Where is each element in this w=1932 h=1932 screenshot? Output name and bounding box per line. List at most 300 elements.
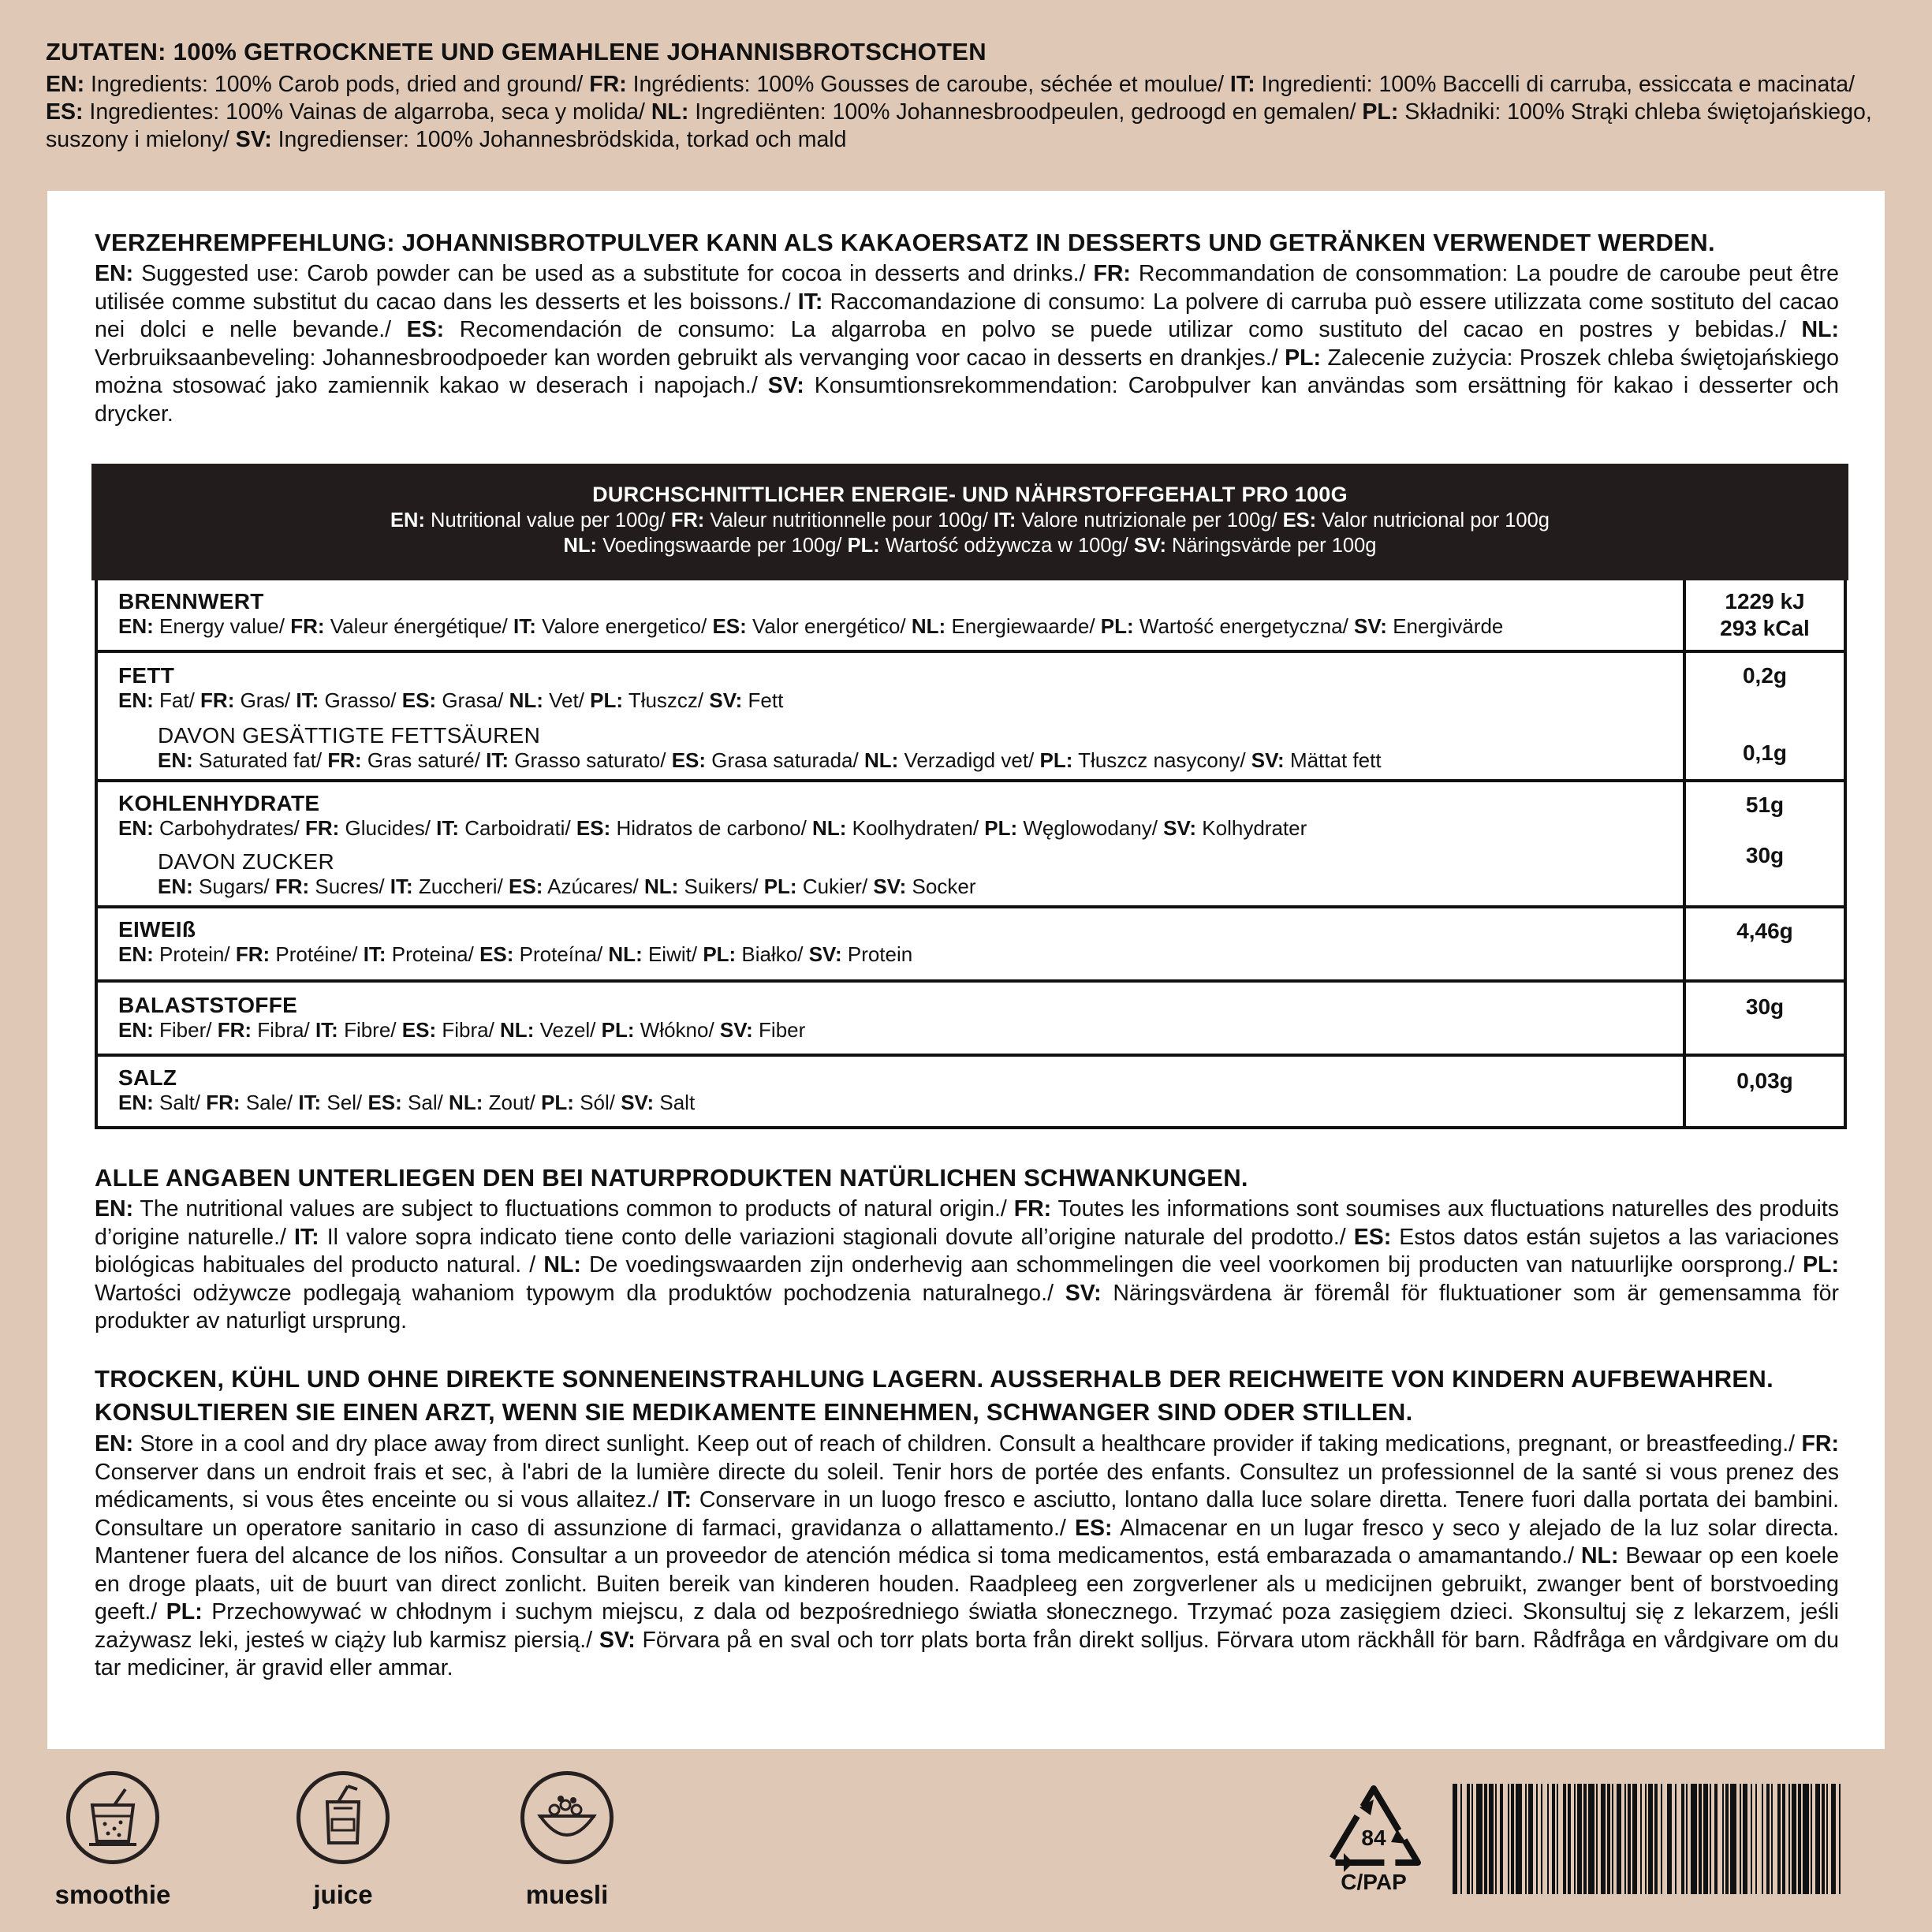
barcode-bar <box>1725 1784 1729 1894</box>
storage-translations <box>95 1430 1839 1683</box>
barcode-bar <box>1762 1784 1763 1894</box>
ingredients-heading: ZUTATEN: 100% GETROCKNETE UND GEMAHLENE JOHANNISBROTSCHOTEN <box>46 38 987 65</box>
translation-text: Przechowywać w chłodnym i suchym miejscu, z dala od bezpośredniego światła słonecznego. Trzymać poza zasięgiem dzieci. Skonsultuj się z lekarzem, jeśli zażywasz leki, jesteś w ciąży lub karmisz piersią./ <box>95 1599 1839 1653</box>
language-code: FR: <box>670 509 705 531</box>
barcode-bar <box>1516 1784 1522 1894</box>
barcode-bar <box>1826 1784 1828 1894</box>
language-code: SV: <box>235 127 272 152</box>
translation-text: Protein <box>841 942 913 966</box>
translation-text: Azúcares/ <box>543 875 644 898</box>
usage-icon-label: smoothie <box>54 1880 171 1909</box>
translation-text: Ingredienser: 100% Johannesbrödskida, torkad och mald <box>271 127 847 152</box>
barcode-bar <box>1839 1784 1841 1894</box>
barcode-bar <box>1675 1784 1677 1894</box>
barcode-bar <box>1628 1784 1631 1894</box>
language-code: PL: <box>1362 99 1399 125</box>
translation-text: Ingredientes: 100% Vainas de algarroba, seca y molida/ <box>83 99 651 125</box>
translation-text: Vet/ <box>543 688 591 712</box>
translation-text: Fibra/ <box>436 1018 501 1042</box>
language-code: PL: <box>1039 748 1073 772</box>
barcode-bar <box>1607 1784 1610 1894</box>
language-code: IT: <box>797 289 823 315</box>
translation-text: Toutes les informations sont soumises aux fluctuations naturelles des produits d’origine naturelle./ <box>95 1196 1839 1250</box>
translation-text: Węglowodany/ <box>1017 816 1164 840</box>
barcode-bar <box>1788 1784 1790 1894</box>
usage-heading: VERZEHREMPFEHLUNG: JOHANNISBROTPULVER KANN ALS KAKAOERSATZ IN DESSERTS UND GETRÄNKEN VERWENDET WERDEN. <box>95 229 1715 256</box>
language-code: IT: <box>296 688 319 712</box>
barcode-bar <box>1766 1784 1770 1894</box>
barcode-bar <box>1484 1784 1487 1894</box>
nutrient-value-cell <box>1683 908 1844 979</box>
barcode-bar <box>1751 1784 1752 1894</box>
language-code: FR: <box>589 72 627 97</box>
language-code: ES: <box>671 748 707 772</box>
barcode-bar <box>1811 1784 1812 1894</box>
language-code: SV: <box>1251 748 1285 772</box>
nutrient-translations <box>118 614 1503 639</box>
barcode-bar <box>1577 1784 1582 1894</box>
translation-text: Glucides/ <box>339 816 437 840</box>
translation-text: Verzadigd vet/ <box>898 748 1040 772</box>
barcode-bar <box>1703 1784 1708 1894</box>
translation-text: Sale/ <box>240 1091 299 1114</box>
translation-text: Gras saturé/ <box>361 748 487 772</box>
nutrient-value-kcal: 293 kCal <box>1720 616 1810 640</box>
barcode-bar <box>1714 1784 1718 1894</box>
translation-text: Nutritional value per 100g/ <box>424 509 671 531</box>
language-code: ES: <box>401 688 437 712</box>
translation-text: Składniki: 100% Strąki chleba świętojańskiego, suszony i mielony/ <box>46 99 1872 152</box>
usage-icon-muesli <box>500 1771 634 1910</box>
translation-text: Tłuszcz/ <box>623 688 710 712</box>
translation-text: Sal/ <box>401 1091 449 1114</box>
language-code: FR: <box>235 942 270 966</box>
barcode-bar <box>1552 1784 1555 1894</box>
language-code: PL: <box>541 1091 574 1114</box>
barcode-bar <box>1740 1784 1741 1894</box>
sub-nutrient-name: DAVON GESÄTTIGTE FETTSÄUREN <box>158 723 541 748</box>
language-code: FR: <box>1013 1196 1052 1221</box>
language-code: PL: <box>1100 614 1134 638</box>
nutrient-value-cell <box>1683 653 1844 779</box>
nutrient-value-cell <box>1683 580 1844 650</box>
nutrition-row-carbohydrates <box>95 782 1847 908</box>
info-card <box>47 191 1885 1749</box>
nutrient-value-kj: 1229 kJ <box>1725 589 1805 614</box>
barcode-bar <box>1574 1784 1576 1894</box>
nutrient-name: KOHLENHYDRATE <box>118 791 320 815</box>
nutrition-table-subtitle-2 <box>91 533 1848 558</box>
barcode-bar <box>1624 1784 1626 1894</box>
language-code: SV: <box>1133 535 1166 557</box>
language-code: ES: <box>509 875 543 898</box>
translation-text: Salt/ <box>153 1091 207 1114</box>
barcode-bar <box>1722 1784 1724 1894</box>
language-code: ES: <box>1075 1515 1113 1541</box>
barcode-bar <box>1541 1784 1542 1894</box>
language-code: PL: <box>703 942 737 966</box>
language-code: NL: <box>651 99 689 125</box>
barcode-bar <box>1798 1784 1801 1894</box>
nutrient-value: 0,2g <box>1742 663 1788 688</box>
language-code: NL: <box>1580 1543 1619 1568</box>
barcode-bar <box>1568 1784 1571 1894</box>
juice-icon <box>297 1771 390 1864</box>
barcode-bar <box>1476 1784 1483 1894</box>
usage-icon-label: muesli <box>525 1880 609 1909</box>
fluctuation-translations <box>95 1195 1839 1336</box>
ingredients-section <box>46 36 1891 154</box>
language-code: EN: <box>46 72 85 97</box>
nutrient-name: BRENNWERT <box>118 589 264 614</box>
language-code: EN: <box>158 875 193 898</box>
language-code: EN: <box>95 1431 134 1456</box>
language-code: NL: <box>449 1091 483 1114</box>
nutrient-translations <box>118 816 1307 841</box>
language-code: IT: <box>390 875 413 898</box>
language-code: SV: <box>709 688 743 712</box>
translation-text: Gras/ <box>234 688 297 712</box>
muesli-icon <box>520 1771 614 1864</box>
translation-text: Tłuszcz nasycony/ <box>1072 748 1251 772</box>
recycle-icon <box>1325 1784 1423 1894</box>
translation-text: Sucres/ <box>309 875 390 898</box>
barcode-bar <box>1528 1784 1533 1894</box>
language-code: NL: <box>911 614 946 638</box>
language-code: IT: <box>436 816 460 840</box>
language-code: FR: <box>1093 261 1131 286</box>
barcode-bar <box>1681 1784 1684 1894</box>
translation-text: Valor energético/ <box>746 614 912 638</box>
translation-text: Fibra/ <box>252 1018 315 1042</box>
language-code: SV: <box>808 942 842 966</box>
language-code: SV: <box>1354 614 1387 638</box>
nutrient-name: FETT <box>118 663 175 688</box>
translation-text: Wartości odżywcze podlegają wahaniom typowym dla produktów pochodzenia naturalnego./ <box>95 1280 1065 1306</box>
language-code: PL: <box>166 1599 203 1624</box>
language-code: PL: <box>1285 345 1321 371</box>
barcode-bar <box>1815 1784 1820 1894</box>
barcode-bar <box>1699 1784 1702 1894</box>
nutrient-translations <box>118 688 1382 713</box>
nutrition-table-header <box>91 464 1848 580</box>
language-code: ES: <box>401 1018 437 1042</box>
translation-text: Saturated fat/ <box>192 748 328 772</box>
language-code: FR: <box>206 1091 241 1114</box>
translation-text: Store in a cool and dry place away from direct sunlight. Keep out of reach of children. Consult a healthcare provider if taking medications, pregnant, or breastfeeding./ <box>133 1431 1802 1456</box>
barcode-bar <box>1822 1784 1825 1894</box>
language-code: PL: <box>1803 1252 1839 1277</box>
translation-text: Konsumtionsrekommendation: Carobpulver kan användas som ersättning för kakao i desserter och drycker. <box>95 373 1839 427</box>
barcode-bar <box>1640 1784 1642 1894</box>
barcode-bar <box>1782 1784 1785 1894</box>
translation-text: Bewaar op een koele en droge plaats, uit de buurt van direct zonlicht. Buiten bereik van kinderen houden. Raadpleeg een zorgverlener als u medicijnen gebruikt, zwanger bent of borstvoeding geeft./ <box>95 1543 1839 1624</box>
language-code: PL: <box>590 688 624 712</box>
translation-text: Protéine/ <box>270 942 364 966</box>
barcode-bar <box>1612 1784 1613 1894</box>
barcode-bar <box>1686 1784 1688 1894</box>
language-code: NL: <box>812 816 847 840</box>
language-code: IT: <box>1229 72 1255 97</box>
translation-text: Ingrediënten: 100% Johannesbroodpeulen, gedroogd en gemalen/ <box>688 99 1363 125</box>
barcode-bar <box>1471 1784 1473 1894</box>
nutrient-translations <box>118 1018 805 1042</box>
translation-text: Vezel/ <box>534 1018 602 1042</box>
translation-text: Conserver dans un endroit frais et sec, à l'abri de la lumière directe du soleil. Tenir hors de portée des enfants. Consultez un professionnel de la santé si vous prenez des médicaments, si vous êtes enceinte ou si vous allaitez./ <box>95 1459 1839 1512</box>
nutrition-row-fat <box>95 653 1847 782</box>
translation-text: Wartość energetyczna/ <box>1133 614 1355 638</box>
language-code: EN: <box>118 942 154 966</box>
recycle-code: C/PAP <box>1341 1870 1407 1894</box>
sub-nutrient-value: 30g <box>1745 843 1785 867</box>
nutrient-value: 30g <box>1745 994 1785 1019</box>
language-code: ES: <box>1282 509 1317 531</box>
language-code: ES: <box>479 942 514 966</box>
sub-nutrient-value: 0,1g <box>1742 740 1788 765</box>
translation-text: Ingredients: 100% Carob pods, dried and ground/ <box>84 72 590 97</box>
translation-text: Grasa saturada/ <box>706 748 864 772</box>
translation-text: Näringsvärdena är föremål för fluktuationer som är gemensamma för produkter av naturligt ursprung. <box>95 1280 1839 1333</box>
language-code: NL: <box>644 875 679 898</box>
barcode-bar <box>1500 1784 1503 1894</box>
barcode-icon <box>1451 1784 1845 1894</box>
translation-text: De voedingswaarden zijn onderhevig aan schommelingen die veel voorkomen bij producten van natuurlijke oorsprong./ <box>580 1252 1803 1277</box>
language-code: EN: <box>118 688 154 712</box>
barcode-bar <box>1495 1784 1497 1894</box>
nutrient-value: 0,03g <box>1736 1069 1793 1093</box>
translation-text: Estos datos están sujetos a las variaciones biológicas habituales del producto natural. / <box>95 1224 1839 1277</box>
translation-text: Proteína/ <box>513 942 609 966</box>
translation-text: Salt <box>654 1091 696 1114</box>
language-code: FR: <box>217 1018 252 1042</box>
language-code: ES: <box>406 317 445 342</box>
language-code: FR: <box>1801 1431 1839 1456</box>
translation-text: Näringsvärde per 100g <box>1166 535 1377 557</box>
translation-text: Zout/ <box>483 1091 542 1114</box>
nutrient-value-cell <box>1683 782 1844 905</box>
language-code: IT: <box>294 1224 319 1250</box>
translation-text: The nutritional values are subject to fluctuations common to products of natural origin./ <box>133 1196 1014 1221</box>
barcode-bar <box>1755 1784 1757 1894</box>
barcode-bar <box>1511 1784 1514 1894</box>
language-code: IT: <box>486 748 509 772</box>
smoothie-icon <box>66 1771 159 1864</box>
translation-text: Valeur énergétique/ <box>324 614 514 638</box>
language-code: FR: <box>200 688 235 712</box>
barcode-bar <box>1710 1784 1711 1894</box>
barcode-bar <box>1547 1784 1549 1894</box>
nutrition-row-fiber <box>95 983 1847 1057</box>
nutrition-table-subtitle-1 <box>91 508 1848 533</box>
language-code: FR: <box>290 614 325 638</box>
nutrient-translations <box>118 942 912 967</box>
barcode-bar <box>1588 1784 1594 1894</box>
language-code: EN: <box>118 1018 154 1042</box>
barcode-bar <box>1730 1784 1736 1894</box>
translation-text: Förvara på en sval och torr plats borta från direkt solljus. Förvara utom räckhåll för barn. Rådfråga en vårdgivare om du tar mediciner, är gravid eller ammar. <box>95 1627 1840 1680</box>
language-code: IT: <box>993 509 1016 531</box>
language-code: EN: <box>95 261 134 286</box>
translation-text: Fiber <box>752 1018 806 1042</box>
translation-text: Cukier/ <box>796 875 874 898</box>
language-code: NL: <box>1801 317 1839 342</box>
language-code: NL: <box>500 1018 535 1042</box>
translation-text: Valor nutricional por 100g <box>1316 509 1550 531</box>
language-code: PL: <box>847 535 880 557</box>
translation-text: Socker <box>906 875 976 898</box>
translation-text: Recomendación de consumo: La algarroba en polvo se puede utilizar como sustituto del cacao en postres y bebidas./ <box>444 317 1802 342</box>
barcode-bar <box>1654 1784 1658 1894</box>
language-code: SV: <box>873 875 907 898</box>
language-code: IT: <box>363 942 386 966</box>
barcode-bar <box>1632 1784 1637 1894</box>
translation-text: Fett <box>742 688 784 712</box>
translation-text: Suggested use: Carob powder can be used as a substitute for cocoa in desserts and drinks./ <box>133 261 1094 286</box>
translation-text: Ingrédients: 100% Gousses de caroube, séchée et moulue/ <box>626 72 1230 97</box>
translation-text: Grasso saturato/ <box>509 748 672 772</box>
nutrition-table <box>91 464 1848 1129</box>
language-code: SV: <box>719 1018 753 1042</box>
translation-text: Sugars/ <box>192 875 275 898</box>
barcode-bar <box>1661 1784 1662 1894</box>
usage-translations <box>95 260 1839 428</box>
translation-text: Conservare in un luogo fresco e asciutto, lontano dalla luce solare diretta. Tenere fuori dalla portata dei bambini. Consultare un operatore sanitario in caso di assunzione di farmaci, gravidanza o allattamento./ <box>95 1487 1840 1541</box>
barcode-bar <box>1583 1784 1587 1894</box>
translation-text: Protein/ <box>153 942 236 966</box>
language-code: EN: <box>390 509 425 531</box>
usage-icon-smoothie <box>46 1771 180 1910</box>
nutrition-table-title: DURCHSCHNITTLICHER ENERGIE- UND NÄHRSTOFFGEHALT PRO 100G <box>592 483 1348 506</box>
translation-text: Raccomandazione di consumo: La polvere di carruba può essere utilizzata come sostituto del cacao nei dolci e nelle bevande./ <box>95 289 1839 342</box>
translation-text: Zalecenie zużycia: Proszek chleba świętojańskiego można stosować jako zamiennik kakao w deserach i napojach./ <box>95 345 1839 398</box>
language-code: EN: <box>158 748 193 772</box>
usage-icon-juice <box>276 1771 410 1910</box>
language-code: SV: <box>599 1627 636 1653</box>
translation-text: Valore energetico/ <box>535 614 713 638</box>
language-code: ES: <box>712 614 747 638</box>
barcode-bar <box>1467 1784 1470 1894</box>
barcode-bar <box>1777 1784 1781 1894</box>
translation-text: Ingredienti: 100% Baccelli di carruba, essiccata e macinata/ <box>1255 72 1855 97</box>
language-code: FR: <box>305 816 340 840</box>
language-code: NL: <box>863 748 899 772</box>
language-code: PL: <box>763 875 797 898</box>
usage-section <box>95 227 1839 428</box>
language-code: SV: <box>621 1091 655 1114</box>
language-code: NL: <box>563 535 598 557</box>
barcode-bar <box>1831 1784 1836 1894</box>
translation-text: Proteina/ <box>386 942 480 966</box>
language-code: IT: <box>666 1487 692 1512</box>
language-code: SV: <box>1065 1280 1102 1306</box>
translation-text: Carboidrati/ <box>459 816 576 840</box>
translation-text: Verbruiksaanbeveling: Johannesbroodpoeder kan worden gebruikt als vervanging voor cacao in desserts en drankjes./ <box>95 345 1285 371</box>
barcode-bar <box>1617 1784 1621 1894</box>
nutrient-name: SALZ <box>118 1065 177 1090</box>
barcode-bar <box>1508 1784 1509 1894</box>
barcode-bar <box>1563 1784 1566 1894</box>
language-code: IT: <box>315 1018 338 1042</box>
translation-text: Il valore sopra indicato tiene conto delle variazioni stagionali dovute all’origine naturale del prodotto./ <box>319 1224 1354 1250</box>
nutrient-name: EIWEIß <box>118 917 196 942</box>
recycle-number: 84 <box>1361 1826 1386 1850</box>
recycling-symbol <box>1325 1784 1423 1894</box>
translation-text: Białko/ <box>736 942 809 966</box>
barcode-bar <box>1557 1784 1558 1894</box>
translation-text: Sel/ <box>321 1091 368 1114</box>
translation-text: Energivärde <box>1386 614 1504 638</box>
barcode-bar <box>1596 1784 1598 1894</box>
language-code: ES: <box>367 1091 402 1114</box>
storage-heading-2: KONSULTIEREN SIE EINEN ARZT, WENN SIE MEDIKAMENTE EINNEHMEN, SCHWANGER SIND ODER STILLEN. <box>95 1398 1413 1426</box>
translation-text: Grasso/ <box>319 688 402 712</box>
language-code: ES: <box>1353 1224 1392 1250</box>
language-code: IT: <box>298 1091 322 1114</box>
nutrient-value: 4,46g <box>1736 919 1793 943</box>
barcode-bar <box>1645 1784 1647 1894</box>
nutrition-row-protein <box>95 908 1847 983</box>
language-code: EN: <box>118 816 154 840</box>
translation-text: Energiewaarde/ <box>945 614 1101 638</box>
translation-text: Energy value/ <box>153 614 291 638</box>
translation-text: Valore nutrizionale per 100g/ <box>1016 509 1283 531</box>
ingredients-translations <box>46 71 1891 154</box>
barcode-bar <box>1536 1784 1538 1894</box>
nutrient-value: 51g <box>1745 793 1785 817</box>
barcode-bar <box>1792 1784 1796 1894</box>
translation-text: Suikers/ <box>678 875 764 898</box>
barcode-bar <box>1460 1784 1462 1894</box>
sub-nutrient-translations <box>158 748 1382 773</box>
language-code: FR: <box>327 748 362 772</box>
barcode-bar <box>1525 1784 1527 1894</box>
nutrition-row-energy <box>95 580 1847 653</box>
translation-text: Eiwit/ <box>642 942 703 966</box>
translation-text: Wartość odżywcza w 100g/ <box>879 535 1134 557</box>
language-code: IT: <box>513 614 536 638</box>
translation-text: Zuccheri/ <box>412 875 509 898</box>
translation-text: Valeur nutritionnelle pour 100g/ <box>704 509 994 531</box>
storage-section <box>95 1363 1839 1683</box>
translation-text: Grasa/ <box>436 688 509 712</box>
language-code: SV: <box>767 373 804 398</box>
barcode-bar <box>1771 1784 1773 1894</box>
translation-text: Włókno/ <box>634 1018 720 1042</box>
translation-text: Fat/ <box>153 688 201 712</box>
language-code: NL: <box>509 688 543 712</box>
language-code: EN: <box>95 1196 134 1221</box>
nutrient-value-cell <box>1683 983 1844 1054</box>
fluctuation-heading: ALLE ANGABEN UNTERLIEGEN DEN BEI NATURPRODUKTEN NATÜRLICHEN SCHWANKUNGEN. <box>95 1164 1248 1192</box>
usage-icon-label: juice <box>313 1880 373 1909</box>
sub-nutrient-translations <box>158 875 1307 899</box>
language-code: PL: <box>984 816 1018 840</box>
language-code: ES: <box>576 816 611 840</box>
barcode-bar <box>1489 1784 1494 1894</box>
translation-text: Fiber/ <box>153 1018 218 1042</box>
barcode-bar <box>1453 1784 1457 1894</box>
barcode-bar <box>1743 1784 1747 1894</box>
translation-text: Mättat fett <box>1284 748 1382 772</box>
barcode-bar <box>1601 1784 1606 1894</box>
language-code: EN: <box>118 614 154 638</box>
barcode-bar <box>1691 1784 1697 1894</box>
fluctuation-section <box>95 1162 1839 1336</box>
translation-text: Recommandation de consommation: La poudre de caroube peut être utilisée comme substitut du cacao dans les desserts et les boissons./ <box>95 261 1839 315</box>
translation-text: Sól/ <box>573 1091 621 1114</box>
language-code: NL: <box>608 942 643 966</box>
translation-text: Voedingswaarde per 100g/ <box>597 535 848 557</box>
